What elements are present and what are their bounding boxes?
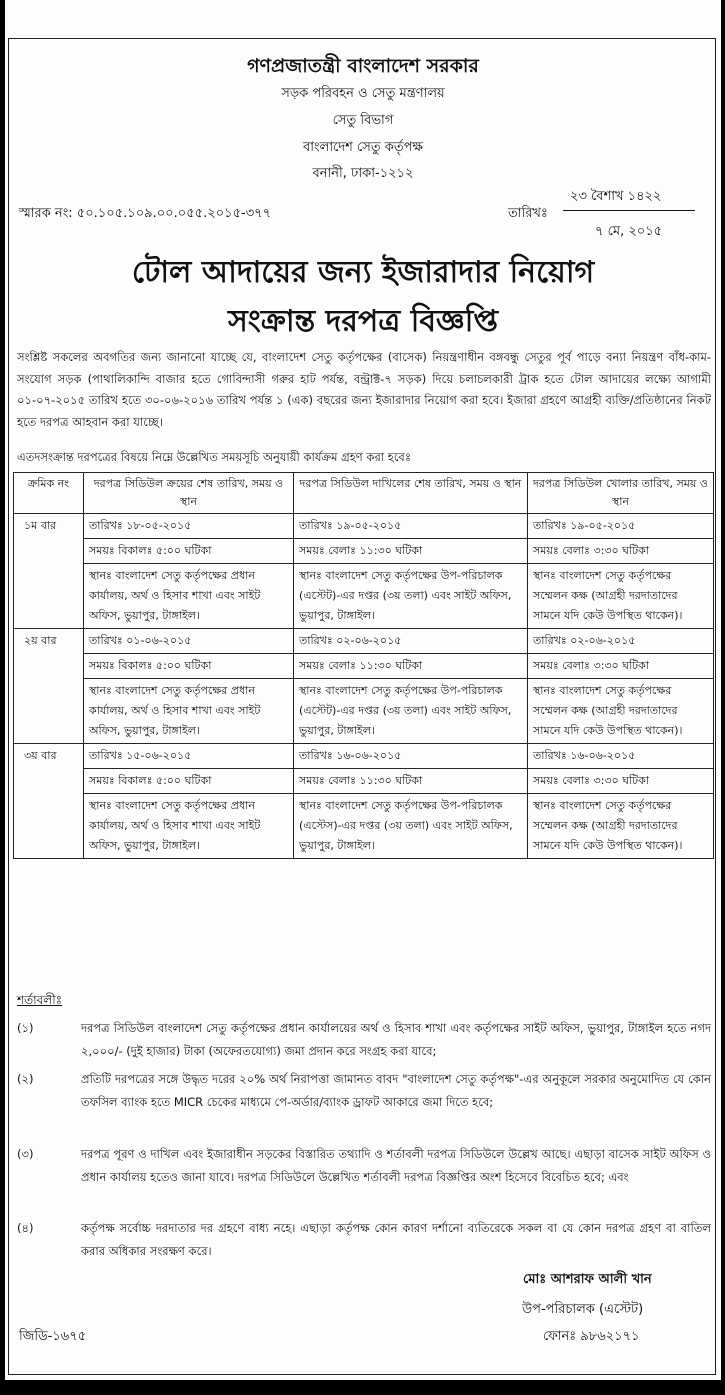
open-date: তারিখঃ ১৯-০৫-২০১৫ <box>528 514 714 539</box>
condition-text: প্রতিটি দরপত্রের সঙ্গে উদ্ধৃত দরের ২০% অর্থ নিরাপত্তা জামানত বাবদ "বাংলাদেশ সেতু কর্তৃপক্ষ"-এর অনুকূলে সরকার অনুমোদিত যে কোন তফসিল ব্যাংক হতে MICR চেকের মাধ্যমে পে-অর্ডার/ব্যাংক ড্রাফট আকারে জমা দিতে হবে; <box>81 1072 711 1109</box>
buy-time: সময়ঃ বিকালঃ ৫:০০ ঘটিকা <box>84 654 294 679</box>
row-serial: ১ম বার <box>14 514 84 629</box>
open-place: স্থানঃ বাংলাদেশ সেতু কর্তৃপক্ষের সম্মেলন কক্ষ (আগ্রহী দরদাতাদের সামনে যদি কেউ উপস্থিত থাকেন)। <box>528 564 714 629</box>
header-buy: দরপত্র সিডিউল ক্রয়ের শেষ তারিখ, সময় ও স্থান <box>84 473 294 514</box>
submit-time: সময়ঃ বেলাঃ ১১:৩০ ঘটিকা <box>294 539 528 564</box>
gd-number: জিডি-১৬৭৫ <box>19 1329 87 1344</box>
table-row <box>14 514 714 539</box>
submit-time: সময়ঃ বেলাঃ ১১:৩০ ঘটিকা <box>294 654 528 679</box>
schedule-table <box>13 472 714 859</box>
buy-date: তারিখঃ ১৫-০৬-২০১৫ <box>84 744 294 769</box>
condition-number: (৩) <box>17 1147 34 1161</box>
buy-time: সময়ঃ বিকালঃ ৫:০০ ঘটিকা <box>84 769 294 794</box>
govt-title: গণপ্রজাতন্ত্রী বাংলাদেশ সরকার <box>247 55 479 77</box>
open-time: সময়ঃ বেলাঃ ৩:৩০ ঘটিকা <box>528 539 714 564</box>
header-serial: ক্রমিক নং <box>14 473 84 514</box>
open-place: স্থানঃ বাংলাদেশ সেতু কর্তৃপক্ষের সম্মেলন কক্ষ (আগ্রহী দরদাতাদের সামনে যদি কেউ উপস্থিত থাকেন)। <box>528 794 714 859</box>
division-name: সেতু বিভাগ <box>332 113 394 128</box>
notice-page <box>5 0 721 1380</box>
notice-title-line1: টোল আদায়ের জন্য ইজারাদার নিয়োগ <box>131 255 595 290</box>
buy-date: তারিখঃ ১৮-০৫-২০১৫ <box>84 514 294 539</box>
condition-text: দরপত্র সিডিউল বাংলাদেশ সেতু কর্তৃপক্ষের প্রধান কার্যালয়ের অর্থ ও হিসাব শাখা এবং কর্তৃপক্ষের সাইট অফিস, ভুয়াপুর, টাঙ্গাইল হতে নগদ ২,০০০/- (দুই হাজার) টাকা (অফেরতযোগ্য) জমা প্রদান করে সংগ্রহ করা যাবে; <box>81 1021 711 1058</box>
submit-place: স্থানঃ বাংলাদেশ সেতু কর্তৃপক্ষের উপ-পরিচালক (এস্টেট)-এর দপ্তর (৩য় তলা) এবং সাইট অফিস, ভুয়াপুর, টাঙ্গাইল। <box>294 679 528 744</box>
table-row <box>14 744 714 769</box>
condition-number: (৪) <box>17 1221 34 1235</box>
buy-place: স্থানঃ বাংলাদেশ সেতু কর্তৃপক্ষের প্রধান কার্যালয়, অর্থ ও হিসাব শাখা এবং সাইট অফিস, ভুয়াপুর, টাঙ্গাইল। <box>84 794 294 859</box>
open-time: সময়ঃ বেলাঃ ৩:৩০ ঘটিকা <box>528 769 714 794</box>
signatory-phone: ফোনঃ ৯৮৬২১৭১ <box>543 1329 640 1344</box>
open-date: তারিখঃ ০২-০৬-২০১৫ <box>528 629 714 654</box>
authority-name: বাংলাদেশ সেতু কর্তৃপক্ষ <box>303 140 423 155</box>
buy-place: স্থানঃ বাংলাদেশ সেতু কর্তৃপক্ষের প্রধান কার্যালয়, অর্থ ও হিসাব শাখা এবং সাইট অফিস, ভুয়াপুর, টাঙ্গাইল। <box>84 679 294 744</box>
date-label: তারিখঃ <box>508 206 548 221</box>
table-row <box>14 654 714 679</box>
condition-text: দরপত্র পূরণ ও দাখিল এবং ইজারাধীন সড়কের বিস্তারিত তথ্যাদি ও শর্তাবলী দরপত্র সিডিউলে উল্লেখ আছে। এছাড়া বাসেক সাইট অফিস ও প্রধান কার্যালয় হতেও জানা যাবে। দরপত্র সিডিউলে উল্লেখিত শর্তাবলী দরপত্র বিজ্ঞপ্তির অংশ হিসেবে বিবেচিত হবে; এবং <box>81 1147 711 1184</box>
row-serial: ৩য় বার <box>14 744 84 859</box>
date-divider <box>563 210 695 211</box>
authority-address: বনানী, ঢাকা-১২১২ <box>312 166 414 181</box>
condition-number: (২) <box>17 1072 34 1086</box>
header-submit: দরপত্র সিডিউল দাখিলের শেষ তারিখ, সময় ও স্থান <box>294 473 528 514</box>
ministry-name: সড়ক পরিবহন ও সেতু মন্ত্রণালয় <box>281 86 445 101</box>
submit-time: সময়ঃ বেলাঃ ১১:৩০ ঘটিকা <box>294 769 528 794</box>
intro-schedule-line: এতদসংক্রান্ত দরপত্রের বিষয়ে নিম্নে উল্লেখিত সময়সূচি অনুযায়ী কার্যক্রম গ্রহণ করা হবেঃ <box>17 450 411 464</box>
submit-date: তারিখঃ ০২-০৬-২০১৫ <box>294 629 528 654</box>
table-row <box>14 769 714 794</box>
intro-paragraph: সংশ্লিষ্ট সকলের অবগতির জন্য জানানো যাচ্ছে যে, বাংলাদেশ সেতু কর্তৃপক্ষের (বাসেক) নিয়ন্ত্রণাধীন বঙ্গবন্ধু সেতুর পূর্ব পাড়ে বন্যা নিয়ন্ত্রণ বাঁধ-কাম-সংযোগ সড়ক (পাথালিকান্দি বাজার হতে গোবিন্দাসী গরুর হাট পর্যন্ত, বন্ট্রাক্ট-৭ সড়ক) দিয়ে চলাচলকারী ট্রাক হতে টোল আদায়ের লক্ষ্যে আগামী ০১-০৭-২০১৫ তারিখ হতে ৩০-০৬-২০১৬ তারিখ পর্যন্ত ১ (এক) বছরের জন্য ইজারাদার নিয়োগ করা হবে। ইজারা গ্রহণে আগ্রহী ব্যক্তি/প্রতিষ্ঠানের নিকট হতে দরপত্র আহবান করা যাচ্ছে। <box>17 350 711 429</box>
condition-text: কর্তৃপক্ষ সর্বোচ্চ দরদাতার দর গ্রহণে বাধ্য নহে। এছাড়া কর্তৃপক্ষ কোন কারণ দর্শানো ব্যতিরেকে সকল বা যে কোন দরপত্র গ্রহণ বা বাতিল করার অধিকার সংরক্ষণ করে। <box>81 1221 711 1258</box>
buy-time: সময়ঃ বিকালঃ ৫:০০ ঘটিকা <box>84 539 294 564</box>
header-open: দরপত্র সিডিউল খোলার তারিখ, সময় ও স্থান <box>528 473 714 514</box>
submit-place: স্থানঃ বাংলাদেশ সেতু কর্তৃপক্ষের উপ-পরিচালক (এস্টেস)-এর দপ্তর (৩য় তলা) এবং সাইট অফিস, ভুয়াপুর, টাঙ্গাইল। <box>294 794 528 859</box>
condition-number: (১) <box>17 1021 34 1035</box>
table-header-row <box>14 473 714 514</box>
conditions-title: শর্তাবলীঃ <box>17 993 63 1007</box>
table-row <box>14 629 714 654</box>
table-row <box>14 679 714 744</box>
buy-place: স্থানঃ বাংলাদেশ সেতু কর্তৃপক্ষের প্রধান কার্যালয়, অর্থ ও হিসাব শাখা এবং সাইট অফিস, ভুয়াপুর, টাঙ্গাইল। <box>84 564 294 629</box>
submit-place: স্থানঃ বাংলাদেশ সেতু কর্তৃপক্ষের উপ-পরিচালক (এস্টেট)-এর দপ্তর (৩য় তলা) এবং সাইট অফিস, ভুয়াপুর, টাঙ্গাইল। <box>294 564 528 629</box>
row-serial: ২য় বার <box>14 629 84 744</box>
date-bangla: ২৩ বৈশাখ ১৪২২ <box>570 189 662 204</box>
buy-date: তারিখঃ ০১-০৬-২০১৫ <box>84 629 294 654</box>
open-place: স্থানঃ বাংলাদেশ সেতু কর্তৃপক্ষের সম্মেলন কক্ষ (আগ্রহী দরদাতাদের সামনে যদি কেউ উপস্থিত থাকেন)। <box>528 679 714 744</box>
table-row <box>14 794 714 859</box>
reference-number: স্মারক নং: ৫০.১০৫.১০৯.০০.০৫৫.২০১৫-৩৭৭ <box>19 206 272 221</box>
table-row <box>14 564 714 629</box>
notice-title-line2: সংক্রান্ত দরপত্র বিজ্ঞপ্তি <box>228 304 498 339</box>
signatory-designation: উপ-পরিচালক (এস্টেট) <box>522 1302 644 1317</box>
date-gregorian: ৭ মে, ২০১৫ <box>595 224 663 239</box>
submit-date: তারিখঃ ১৬-০৬-২০১৫ <box>294 744 528 769</box>
submit-date: তারিখঃ ১৯-০৫-২০১৫ <box>294 514 528 539</box>
open-date: তারিখঃ ১৬-০৬-২০১৫ <box>528 744 714 769</box>
open-time: সময়ঃ বেলাঃ ৩:৩০ ঘটিকা <box>528 654 714 679</box>
table-row <box>14 539 714 564</box>
signatory-name: মোঃ আশরাফ আলী খান <box>523 1272 652 1287</box>
